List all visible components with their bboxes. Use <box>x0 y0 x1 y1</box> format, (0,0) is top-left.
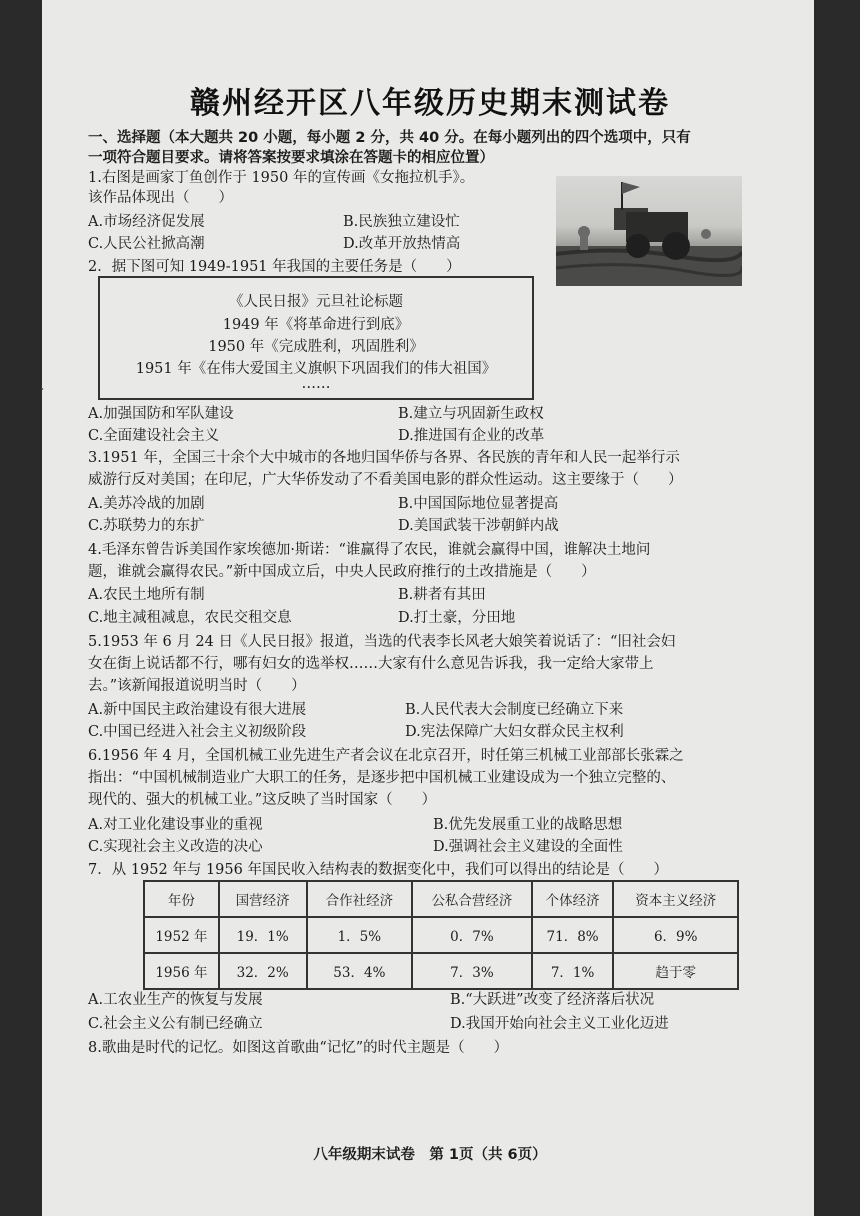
income-structure-table <box>143 880 739 990</box>
box-line-1950: 1950 年《完成胜利，巩固胜利》 <box>208 339 424 355</box>
q5-stem-line1: 5.1953 年 6 月 24 日《人民日报》报道，当选的代表李长风老大娘笑着说话了：“旧社会妇 <box>88 634 676 650</box>
section-heading-line1: 一、选择题（本大题共 20 小题，每小题 2 分，共 40 分。在每小题列出的四个选项中，只有 <box>88 130 691 146</box>
box-line-1949: 1949 年《将革命进行到底》 <box>222 317 410 333</box>
table-cell: 19．1% <box>219 917 307 953</box>
table-cell: 1952 年 <box>144 917 219 953</box>
table-cell: 1．5% <box>307 917 413 953</box>
table-cell: 1956 年 <box>144 953 219 989</box>
table-header-cell: 国营经济 <box>219 881 307 917</box>
q6-option-b: B.优先发展重工业的战略思想 <box>433 817 623 833</box>
q6-stem-line3: 现代的、强大的机械工业。”这反映了当时国家（ ） <box>88 792 437 808</box>
q2-option-c: C.全面建设社会主义 <box>88 428 220 444</box>
table-row <box>144 917 738 953</box>
table-header-cell: 资本主义经济 <box>613 881 738 917</box>
q4-option-d: D.打土豪，分田地 <box>398 610 516 626</box>
q1-option-a: A.市场经济促发展 <box>88 214 205 230</box>
page-footer: 八年级期末试卷 第 1页（共 6页） <box>313 1147 547 1163</box>
tractor-illustration <box>556 176 742 286</box>
q2-stem: 2．据下图可知 1949-1951 年我国的主要任务是（ ） <box>88 259 461 275</box>
q1-stem-line1: 1.右图是画家丁鱼创作于 1950 年的宣传画《女拖拉机手》。 <box>88 170 475 186</box>
table-header-cell: 年份 <box>144 881 219 917</box>
table-header-row <box>144 881 738 917</box>
q2-option-d: D.推进国有企业的改革 <box>398 428 545 444</box>
q3-option-a: A.美苏冷战的加剧 <box>88 496 205 512</box>
q5-stem-line2: 女在街上说话都不行，哪有妇女的选举权……大家有什么意见告诉我，我一定给大家带上 <box>88 656 654 672</box>
q4-option-c: C.地主减租减息，农民交租交息 <box>88 610 292 626</box>
q3-stem-line2: 威游行反对美国；在印尼，广大华侨发动了不看美国电影的群众性运动。这主要缘于（ ） <box>88 472 683 488</box>
table-cell: 32．2% <box>219 953 307 989</box>
table-cell: 6．9% <box>613 917 738 953</box>
q1-stem-line2: 该作品体现出（ ） <box>88 190 233 206</box>
q1-option-d: D.改革开放热情高 <box>343 236 461 252</box>
table-cell: 趋于零 <box>613 953 738 989</box>
q3-stem-line1: 3.1951 年，全国三十余个大中城市的各地归国华侨与各界、各民族的青年和人民一起举行示 <box>88 450 680 466</box>
table-header-cell: 公私合营经济 <box>412 881 532 917</box>
section-heading-line2: 一项符合题目要求。请将答案按要求填涂在答题卡的相应位置） <box>88 150 494 166</box>
q5-option-d: D.宪法保障广大妇女群众民主权利 <box>405 724 624 740</box>
box-line-1951: 1951 年《在伟大爱国主义旗帜下巩固我们的伟大祖国》 <box>135 361 497 377</box>
q7-option-a: A.工农业生产的恢复与发展 <box>88 992 263 1008</box>
q1-option-c: C.人民公社掀高潮 <box>88 236 205 252</box>
editorial-headlines-box <box>98 276 534 400</box>
page-title: 赣州经开区八年级历史期末测试卷 <box>190 86 670 121</box>
table-cell: 71．8% <box>532 917 614 953</box>
q6-option-d: D.强调社会主义建设的全面性 <box>433 839 623 855</box>
q2-option-b: B.建立与巩固新生政权 <box>398 406 544 422</box>
table-header-cell: 合作社经济 <box>307 881 413 917</box>
table-cell: 7．3% <box>412 953 532 989</box>
q7-option-c: C.社会主义公有制已经确立 <box>88 1016 263 1032</box>
q5-option-b: B.人民代表大会制度已经确立下来 <box>405 702 624 718</box>
q4-option-b: B.耕者有其田 <box>398 587 486 603</box>
q6-option-a: A.对工业化建设事业的重视 <box>88 817 263 833</box>
q3-option-b: B.中国国际地位显著提高 <box>398 496 559 512</box>
q6-stem-line1: 6.1956 年 4 月，全国机械工业先进生产者会议在北京召开，时任第三机械工业部部长张霖之 <box>88 748 684 764</box>
q3-option-d: D.美国武装干涉朝鲜内战 <box>398 518 559 534</box>
q4-stem-line2: 题，谁就会赢得农民。”新中国成立后，中央人民政府推行的土改措施是（ ） <box>88 564 596 580</box>
q5-option-a: A.新中国民主政治建设有很大进展 <box>88 702 307 718</box>
q4-option-a: A.农民土地所有制 <box>88 587 205 603</box>
table-header-cell: 个体经济 <box>532 881 614 917</box>
table-cell: 53．4% <box>307 953 413 989</box>
q1-option-b: B.民族独立建设忙 <box>343 214 460 230</box>
q7-option-b: B.“大跃进”改变了经济落后状况 <box>450 992 655 1008</box>
box-heading: 《人民日报》元旦社论标题 <box>229 294 403 310</box>
q2-option-a: A.加强国防和军队建设 <box>88 406 234 422</box>
table-cell: 7．1% <box>532 953 614 989</box>
q4-stem-line1: 4.毛泽东曾告诉美国作家埃德加·斯诺：“谁赢得了农民，谁就会赢得中国，谁解决土地问 <box>88 542 651 558</box>
q3-option-c: C.苏联势力的东扩 <box>88 518 205 534</box>
q6-stem-line2: 指出：“中国机械制造业广大职工的任务，是逐步把中国机械工业建设成为一个独立完整的、 <box>88 770 676 786</box>
tractor-poster-image <box>556 176 742 286</box>
q7-stem: 7．从 1952 年与 1956 年国民收入结构表的数据变化中，我们可以得出的结论是（ ） <box>88 862 668 878</box>
q7-option-d: D.我国开始向社会主义工业化迈进 <box>450 1016 669 1032</box>
table-cell: 0．7% <box>412 917 532 953</box>
box-ellipsis: …… <box>301 376 331 392</box>
q5-stem-line3: 去。”该新闻报道说明当时（ ） <box>88 678 306 694</box>
q8-stem: 8.歌曲是时代的记忆。如图这首歌曲“记忆”的时代主题是（ ） <box>88 1040 509 1056</box>
q5-option-c: C.中国已经进入社会主义初级阶段 <box>88 724 307 740</box>
table-row <box>144 953 738 989</box>
q6-option-c: C.实现社会主义改造的决心 <box>88 839 263 855</box>
